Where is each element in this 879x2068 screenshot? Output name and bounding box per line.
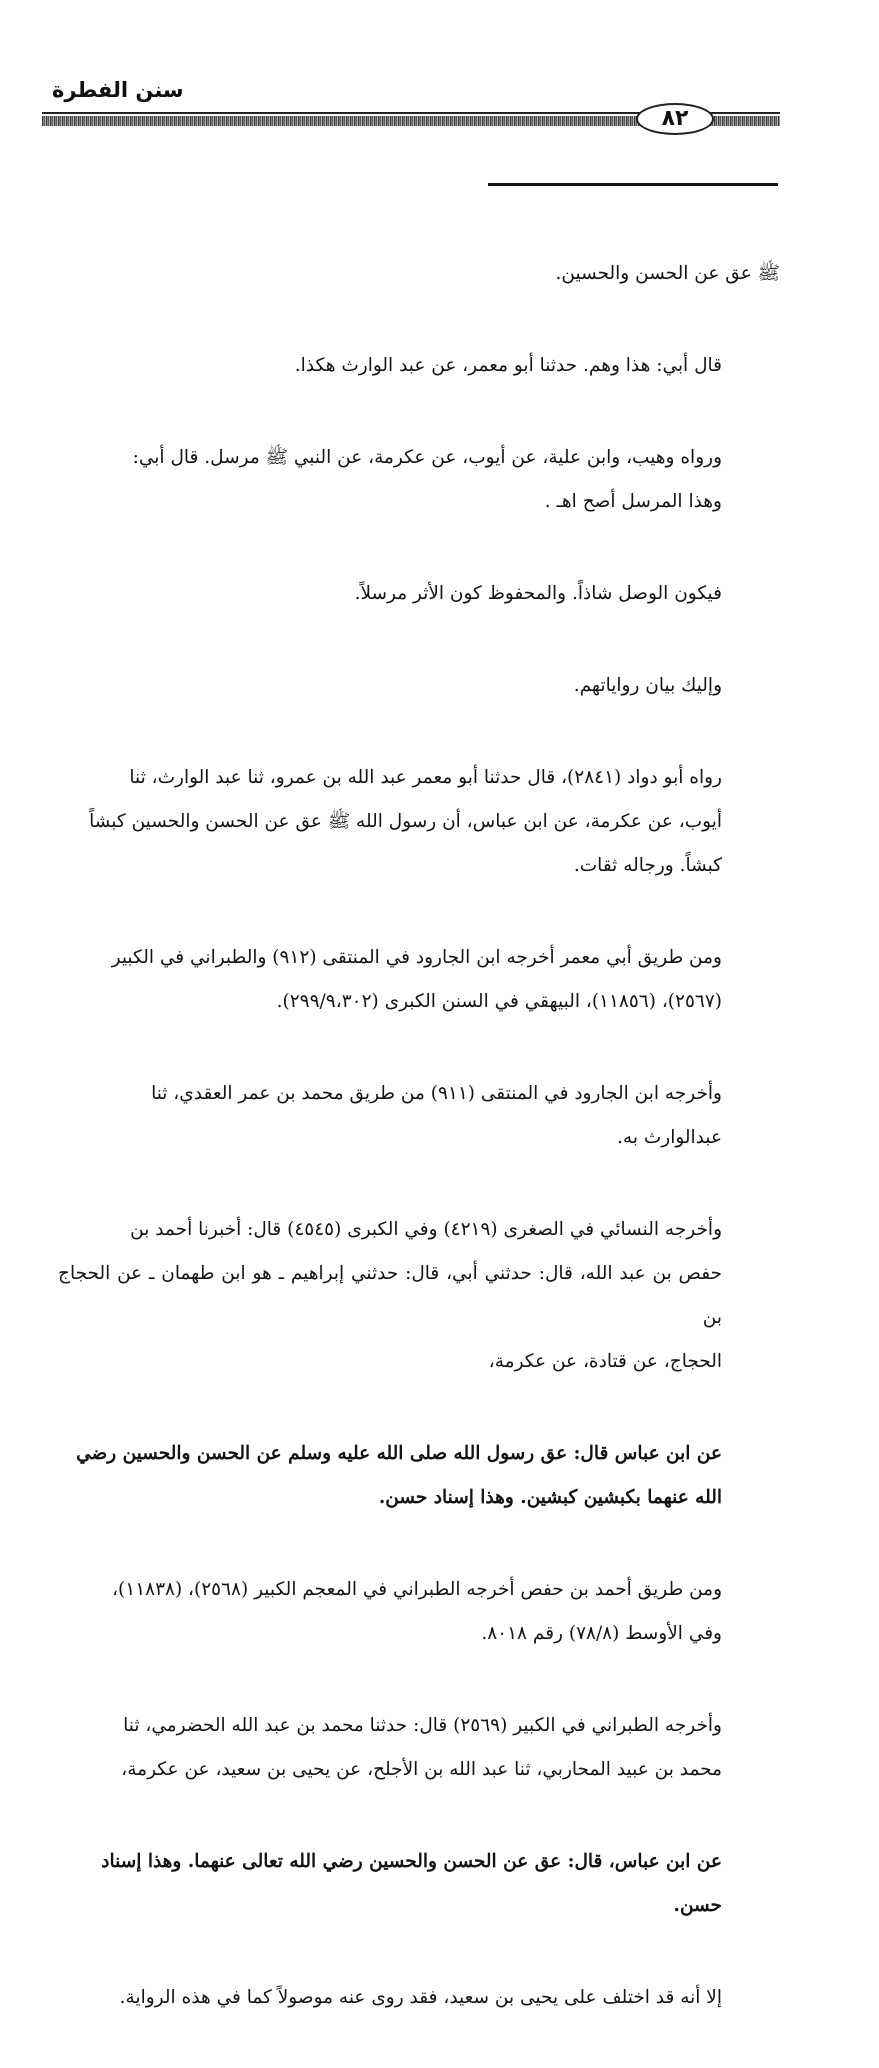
paragraph: وأخرجه ابن الجارود في المنتقى (٩١١) من طريق محمد بن عمر العقدي، ثنا عبدالوارث به. <box>151 1083 722 1148</box>
paragraph: وأخرجه النسائي في الصغرى (٤٢١٩) وفي الكبرى (٤٥٤٥) قال: أخبرنا أحمد بن حفص بن عبد الله، قال: حدثني أبي، قال: حدثني إبراهيم ـ هو ابن طهمان ـ عن الحجاج بن الحجاج، عن قتادة، عن عكرمة، <box>58 1219 722 1372</box>
page-text <box>58 208 780 2068</box>
paragraph: ورواه وهيب، وابن علية، عن أيوب، عن عكرمة، عن النبي ﷺ مرسل. قال أبي: وهذا المرسل أصح اهـ . <box>132 447 722 512</box>
paragraph: ومن طريق أبي معمر أخرجه ابن الجارود في المنتقى (٩١٢) والطبراني في الكبير (٢٥٦٧)، (١١٨٥٦)، البيهقي في السنن الكبرى (٢٩٩/٩،٣٠٢). <box>111 947 722 1012</box>
section-separator-rule <box>488 183 778 186</box>
paragraph: وأخرجه الطبراني في الكبير (٢٥٦٩) قال: حدثنا محمد بن عبد الله الحضرمي، ثنا محمد بن عبيد المحاربي، ثنا عبد الله بن الأجلح، عن يحيى بن سعيد، عن عكرمة، <box>121 1715 722 1780</box>
paragraph: وإليك بيان رواياتهم. <box>573 675 722 696</box>
paragraph: ومن طريق أحمد بن حفص أخرجه الطبراني في المعجم الكبير (٢٥٦٨)، (١١٨٣٨)، وفي الأوسط (٧٨/٨) رقم ٨٠١٨. <box>112 1579 722 1644</box>
paragraph: فيكون الوصل شاذاً. والمحفوظ كون الأثر مرسلاً. <box>354 583 722 604</box>
paragraph: ﷺ عق عن الحسن والحسين. <box>555 263 780 284</box>
paragraph: عن ابن عباس قال: عق رسول الله صلى الله عليه وسلم عن الحسن والحسين رضي الله عنهما بكبشين كبشين. وهذا إسناد حسن. <box>76 1443 722 1508</box>
page-number: ٨٢ <box>636 103 714 135</box>
paragraph: رواه أبو دواد (٢٨٤١)، قال حدثنا أبو معمر عبد الله بن عمرو، ثنا عبد الوارث، ثنا أيوب، عن عكرمة، عن ابن عباس، أن رسول الله ﷺ عق عن الحسن والحسين كبشاً كبشاً. ورجاله ثقات. <box>89 767 722 876</box>
paragraph: عن ابن عباس، قال: عق عن الحسن والحسين رضي الله تعالى عنهما. وهذا إسناد حسن. <box>101 1851 722 1916</box>
paragraph: إلا أنه قد اختلف على يحيى بن سعيد، فقد روى عنه موصولاً كما في هذه الرواية. <box>119 1987 722 2008</box>
running-header-title: سنن الفطرة <box>52 78 184 102</box>
paragraph: قال أبي: هذا وهم. حدثنا أبو معمر، عن عبد الوارث هكذا. <box>294 355 722 376</box>
